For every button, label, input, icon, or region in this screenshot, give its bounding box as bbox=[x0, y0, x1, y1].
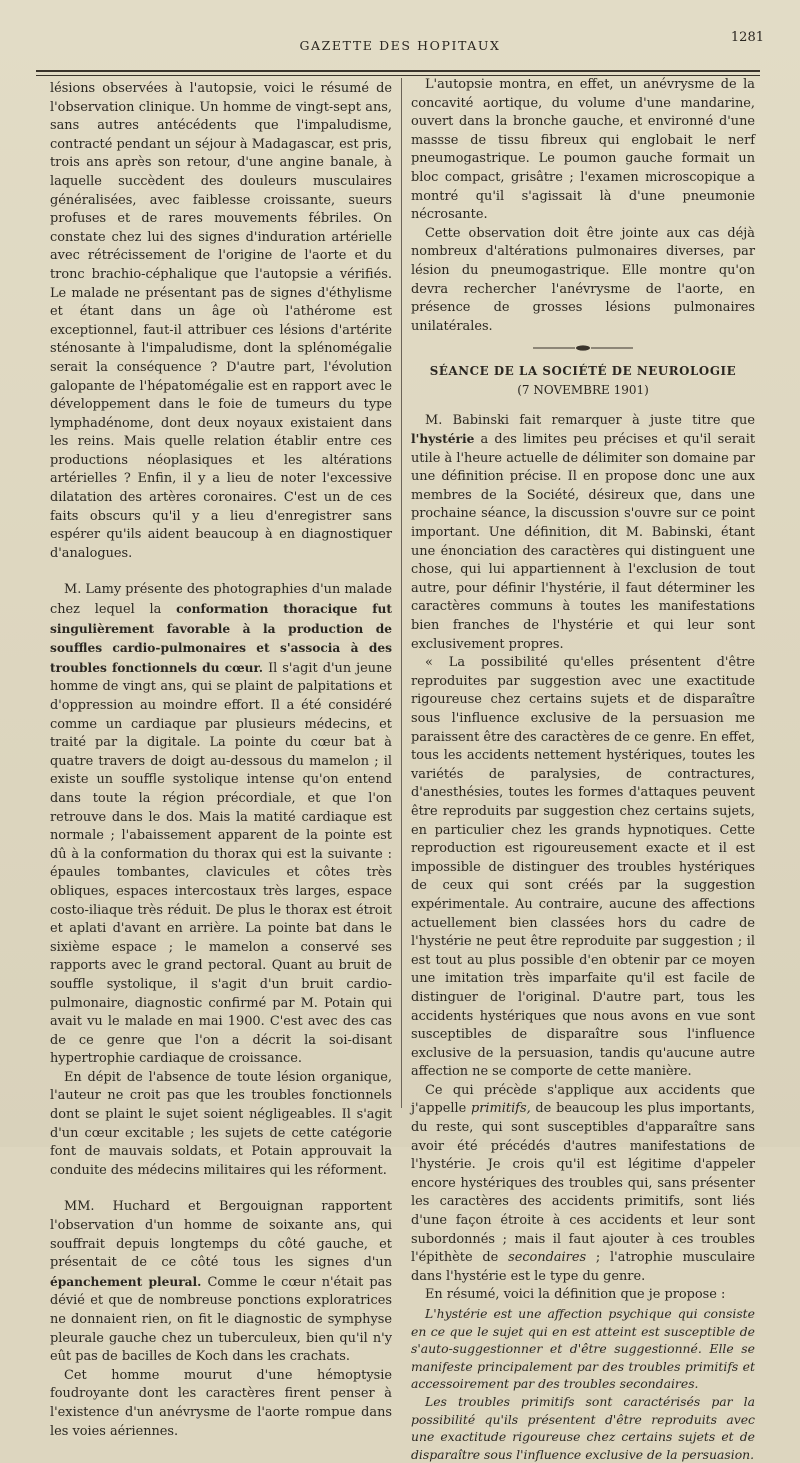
column-divider bbox=[401, 78, 402, 1108]
right-column bbox=[411, 76, 755, 1463]
babinski-intro: M. Babinski fait remarquer à juste titre que bbox=[425, 412, 755, 428]
paragraph-quote-suggestion: « La possibilité qu'elles présentent d'être reproduites par suggestion avec une exactitude rigoureuse chez certains sujets et de disparaître sous l'influence exclusive de la persuasion me paraissent être des caractères de ce genre. En effet, tous les accidents nettement hystériques, toutes les variétés de paralysies, de contractures, d'anesthésies, toutes les formes d'attaques peuvent être reproduits par suggestion chez certains sujets, en particulier chez les grands hypnotiques. Cette reproduction est rigoureusement exacte et il est impossible de distinguer des troubles hystériques de ceux qui sont créés par la suggestion expérimentale. Au contraire, aucune des affections actuellement bien classées hors du cadre de l'hystérie ne peut être reproduite par suggestion ; il est tout au plus possible d'en obtenir par ce moyen une imitation très imparfaite qu'il est facile de distinguer de l'original. D'autre part, tous les accidents hystériques que nous avons en vue sont susceptibles de disparaître sous l'influence exclusive de la persuasion, tandis qu'aucune autre affection ne se comporte de cette manière. bbox=[411, 655, 755, 1080]
paragraph-autopsy-aneurysm: L'autopsie montra, en effet, un anévrysme de la concavité aortique, du volume d'une mandarine, ouvert dans la bronche gauche, et environné d'une massse de tissu fibreux qui englobait le nerf pneumogastrique. Le poumon gauche formait un bloc compact, grisâtre ; l'examen microscopique a montré qu'il s'agissait là d'une pneumonie nécrosante. bbox=[411, 77, 755, 223]
secondary-italic-term: secondaires bbox=[508, 1250, 587, 1266]
running-title: GAZETTE DES HOPITAUX bbox=[299, 38, 501, 53]
huchard-body: Comme le cœur n'était pas dévié et que de nombreuse ponctions exploratrices ne donnaient rien, on fit le diagnostic de symphyse pleurale gauche chez un tuberculeux, bien qu'il n'y eût pas de bacilles de Koch dans les crachats. bbox=[50, 1274, 392, 1365]
definition-hysteria: L'hystérie est une affection psychique qui consiste en ce que le sujet qui en est atteint est susceptible de s'auto-suggestionner et d'être suggestionné. Elle se manifeste principalement par des troubles primitifs et accessoirement par des troubles secondaires. bbox=[411, 1306, 755, 1392]
paragraph-huchard bbox=[50, 1198, 392, 1366]
definition-primitive-troubles: Les troubles primitifs sont caractérisés par la possibilité qu'ils présentent d'être reproduits avec une exactitude rigoureuse chez certains sujets et de disparaître sous l'influence exclusive de la persuasion. bbox=[411, 1393, 755, 1462]
page-header bbox=[40, 30, 764, 60]
huchard-intro: MM. Huchard et Bergouignan rapportent l'observation d'un homme de soixante ans, qui souffrait depuis longtemps du côté gauche, et présentait de ce côté tous les signes d'un bbox=[50, 1199, 392, 1271]
paragraph-autopsy-summary: lésions observées à l'autopsie, voici le résumé de l'observation clinique. Un homme de vingt-sept ans, sans autres antécédents que l'impaludisme, contracté pendant un séjour à Madagascar, est pris, trois ans après son retour, d'une angine banale, à laquelle succèdent des douleurs musculaires généralisées, avec faiblesse croissante, sueurs profuses et de rares mouvements fébriles. On constate chez lui des signes d'induration artérielle avec rétrécissement de l'origine de l'aorte et du tronc brachio-céphalique que l'autopsie a vérifiés. Le malade ne présentant pas de signes d'éthylisme et étant dans un âge où l'athérome est exceptionnel, faut-il attribuer ces lésions d'artérite sténosante à l'impaludisme, dont la splénomégalie serait la conséquence ? D'autre part, l'évolution galopante de l'hépatomégalie est en rapport avec le développement dans le foie de tumeurs du type lymphadénome, dont deux noyaux existaient dans les reins. Mais quelle relation établir entre ces productions néoplasiques et les altérations artérielles ? Enfin, il y a lieu de noter l'excessive dilatation des artères coronaires. C'est un de ces faits obscurs qu'il y a lieu d'enregistrer sans espérer qu'ils aident beaucoup à en diagnostiquer d'analogues. bbox=[50, 81, 392, 561]
primitive-italic-term: primitifs, bbox=[471, 1101, 531, 1117]
paragraph-lamy-conclusion: En dépit de l'absence de toute lésion organique, l'auteur ne croit pas que les troubles fonctionnels dont se plaint le sujet soient négligeables. Il s'agit d'un cœur excitable ; les sujets de cette catégorie font de mauvais soldats, et Potain approuvait la conduite des médecins militaires qui les réforment. bbox=[50, 1069, 392, 1178]
lamy-body: Il s'agit d'un jeune homme de vingt ans, qui se plaint de palpitations et d'oppression au moindre effort. Il a été considéré comme un cardiaque par plusieurs médecins, et traité par la digitale. La pointe du cœur bat à quatre travers de doigt au-dessous du mamelon ; il existe un souffle systolique intense qu'on entend dans toute la région précordiale, et que l'on retrouve dans le dos. Mais la matité cardiaque est normale ; l'abaissement apparent de la pointe est dû à la conformation du thorax qui est la suivante : épaules tombantes, clavicules et côtes très obliques, espaces intercostaux très larges, espace costo-iliaque très réduit. De plus le thorax est étroit et aplati d'avant en arrière. La pointe bat dans le sixième espace ; le mamelon a conservé ses rapports avec le grand pectoral. Quant au bruit de souffle systolique, il s'agit d'un bruit cardio-pulmonaire, diagnostic confirmé par M. Potain qui avait vu le malade en mai 1900. C'est avec des cas de ce genre que l'on a décrit la soi-disant hypertrophie cardiaque de croissance. bbox=[50, 660, 392, 1067]
page-number: 1281 bbox=[730, 30, 764, 45]
babinski-body: a des limites peu précises et qu'il serait utile à l'heure actuelle de délimiter son domaine par une définition précise. Il en propose donc une aux membres de la Société, désireux que, dans une prochaine séance, la discussion s'ouvre sur ce point important. Une définition, dit M. Babinski, étant une énonciation des caractères qui distinguent une chose, qui lui appartiennent à l'exclusion de tout autre, pour définir l'hystérie, il faut déterminer les caractères communs à toutes les manifestations bien franches de l'hystérie et qui leur sont exclusivement propres. bbox=[411, 432, 755, 652]
babinski-bold-subject: l'hystérie bbox=[411, 432, 475, 447]
section-date: (7 NOVEMBRE 1901) bbox=[517, 382, 649, 397]
paragraph-summary-intro: En résumé, voici la définition que je propose : bbox=[425, 1287, 726, 1303]
paragraph-primitive-accidents bbox=[411, 1082, 755, 1287]
primitive-end: ; l'atrophie musculaire dans l'hystérie est le type du genre. bbox=[411, 1250, 756, 1284]
primitive-intro: Ce qui précède s'applique aux accidents que j'appelle bbox=[411, 1082, 755, 1117]
primitive-body: de beaucoup les plus importants, du reste, qui sont susceptibles d'apparaître sans avoir été précédés d'autres manifestations de l'hystérie. Je crois qu'il est légitime d'appeler encore hystériques des troubles qui, sans présenter les caractères des accidents primitifs, sont liés d'une façon étroite à ces accidents et leur sont subordonnés ; mais il faut ajouter à ces troubles l'épithète de bbox=[411, 1101, 755, 1266]
lamy-bold-subject: conformation thoracique fut singulièrement favorable à la production de souffles cardio-pulmonaires et s'associa à des troubles fonctionnels du cœur. bbox=[50, 602, 392, 675]
header-rule bbox=[36, 70, 760, 72]
huchard-bold-subject: épanchement pleural. bbox=[50, 1274, 202, 1289]
paragraph-observation-note: Cette observation doit être jointe aux cas déjà nombreux d'altérations pulmonaires diverses, par lésion du pneumogastrique. Elle montre qu'on devra rechercher l'anévrysme de l'aorte, en présence de grosses lésions pulmonaires unilatérales. bbox=[411, 225, 755, 334]
paragraph-huchard-death: Cet homme mourut d'une hémoptysie foudroyante dont les caractères firent penser à l'existence d'un anévrysme de l'aorte rompue dans les voies aériennes. bbox=[50, 1367, 392, 1439]
section-title: SÉANCE DE LA SOCIÉTÉ DE NEUROLOGIE bbox=[429, 364, 737, 379]
paragraph-babinski bbox=[411, 412, 755, 655]
lamy-intro: M. Lamy présente des photographies d'un malade chez lequel la bbox=[50, 582, 392, 618]
left-column bbox=[50, 80, 392, 1441]
section-ornament bbox=[523, 344, 643, 352]
paragraph-lamy bbox=[50, 581, 392, 1068]
